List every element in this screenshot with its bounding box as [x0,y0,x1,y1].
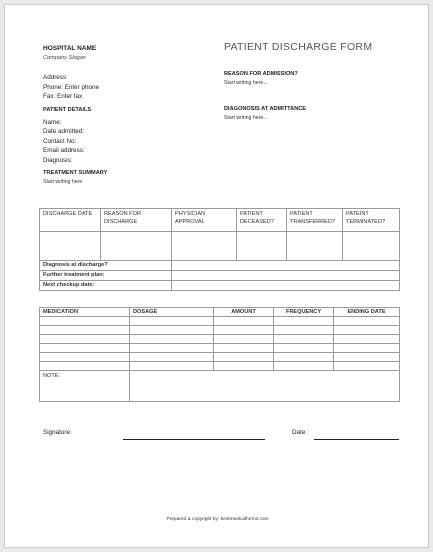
table-row [40,261,400,271]
table-row [40,317,400,326]
date-admitted-field-label: Date admitted: [43,128,84,136]
frequency-cell[interactable] [274,362,334,371]
dosage-cell[interactable] [130,344,214,353]
amount-header: AMOUNT [214,308,274,317]
ending-date-cell[interactable] [334,317,400,326]
frequency-header: FREQUENCY [274,308,334,317]
discharge-date-cell[interactable] [40,232,101,261]
frequency-cell[interactable] [274,353,334,362]
treatment-summary-input[interactable]: Start writing here [43,179,83,185]
table-row [40,271,400,281]
table-row [40,335,400,344]
medication-cell[interactable] [40,326,130,335]
medication-table [39,307,400,402]
note-row [40,371,400,402]
hospital-name: HOSPITAL NAME [43,45,97,52]
physician-approval-cell[interactable] [172,232,237,261]
address-line: Address [43,74,67,81]
frequency-cell[interactable] [274,326,334,335]
phone-line: Phone: Enter phone [43,83,100,91]
contact-no-field-label: Contact No: [43,137,77,145]
ending-date-cell[interactable] [334,326,400,335]
treatment-summary-heading: TREATMENT SUMMARY [43,170,108,176]
name-field-label: Name: [43,119,62,126]
ending-date-cell[interactable] [334,353,400,362]
footer-copyright: Prepared & copyright by: bestmedicalforms.com [166,517,269,522]
date-label: Date: [292,429,308,436]
note-cell[interactable] [130,371,400,402]
signature-line[interactable] [123,439,265,440]
further-treatment-plan-cell[interactable] [172,271,400,281]
discharge-table-header [40,209,400,232]
medication-cell[interactable] [40,317,130,326]
further-treatment-plan-label: Further treatment plan: [40,271,172,281]
dosage-header: DOSAGE [130,308,214,317]
medication-cell[interactable] [40,335,130,344]
medication-header: MEDICATION [40,308,130,317]
physician-approval-header: PHYSICIAN APPROVAL [172,209,237,232]
frequency-cell[interactable] [274,344,334,353]
ending-date-header: ENDING DATE [334,308,400,317]
date-line[interactable] [314,439,399,440]
diagnosis-at-admittance-input[interactable]: Start writing here... [224,115,268,121]
patient-details-heading: PATIENT DETAILS [43,107,92,113]
discharge-date-header: DISCHARGE DATE [40,209,101,232]
table-row [40,326,400,335]
table-row [40,281,400,291]
amount-cell[interactable] [214,344,274,353]
table-row [40,362,400,371]
patient-transferred-header: PATIENT TRANSFERRED? [287,209,343,232]
discharge-entry-row [40,232,400,261]
company-slogan: Company Slogan [43,55,86,61]
form-title: PATIENT DISCHARGE FORM [224,41,373,53]
table-row [40,353,400,362]
amount-cell[interactable] [214,335,274,344]
dosage-cell[interactable] [130,353,214,362]
amount-cell[interactable] [214,317,274,326]
patient-terminated-cell[interactable] [343,232,400,261]
ending-date-cell[interactable] [334,362,400,371]
amount-cell[interactable] [214,326,274,335]
reason-for-discharge-cell[interactable] [101,232,172,261]
frequency-cell[interactable] [274,335,334,344]
ending-date-cell[interactable] [334,344,400,353]
reason-for-admission-heading: REASON FOR ADMISSION? [224,71,298,77]
amount-cell[interactable] [214,353,274,362]
patient-terminated-header: PATEINT TERMINATED? [343,209,400,232]
patient-deceased-header: PATIENT DECEASED? [237,209,287,232]
next-checkup-date-label: Next checkup date: [40,281,172,291]
amount-cell[interactable] [214,362,274,371]
patient-transferred-cell[interactable] [287,232,343,261]
reason-for-discharge-header: REASON FOR DISCHARGE [101,209,172,232]
patient-details-fields [43,118,85,165]
medication-table-header [40,308,400,317]
dosage-cell[interactable] [130,362,214,371]
dosage-cell[interactable] [130,335,214,344]
email-field-label: Email address: [43,147,85,155]
diagnosis-at-discharge-label: Diagnosis at discharge? [40,261,172,271]
reason-for-admission-input[interactable]: Start writing here... [224,80,268,86]
discharge-table [39,208,400,291]
ending-date-cell[interactable] [334,335,400,344]
diagnosis-at-discharge-cell[interactable] [172,261,400,271]
dosage-cell[interactable] [130,317,214,326]
form-page [4,4,429,548]
medication-cell[interactable] [40,344,130,353]
diagnosis-field-label: Diagnosis: [43,156,73,164]
table-row [40,344,400,353]
frequency-cell[interactable] [274,317,334,326]
next-checkup-date-cell[interactable] [172,281,400,291]
note-label: NOTE: [40,371,130,402]
medication-cell[interactable] [40,362,130,371]
dosage-cell[interactable] [130,326,214,335]
patient-deceased-cell[interactable] [237,232,287,261]
medication-cell[interactable] [40,353,130,362]
diagnosis-at-admittance-heading: DIAGONOSIS AT ADMITTANCE [224,106,307,112]
signature-label: Signature: [43,429,72,436]
hospital-contact-block [43,73,99,102]
fax-line: Fax: Enter fax [43,93,83,101]
